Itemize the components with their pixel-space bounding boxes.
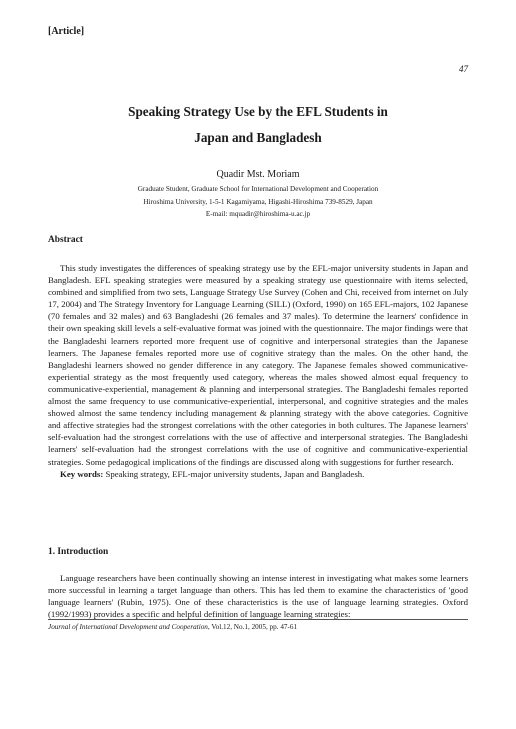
author-affiliation [0, 183, 516, 221]
introduction-heading: 1. Introduction [48, 547, 109, 557]
affiliation-line-2: Hiroshima University, 1-5-1 Kagamiyama, Higashi-Hiroshima 739-8529, Japan [143, 197, 373, 206]
introduction-paragraph: Language researchers have been continually showing an intense interest in investigating what makes some learners more successful in learning a target language than others. This has led them to examine the characteristics of 'good language learners' (Rubin, 1975). One of these characteristics is the use of language learning strategies. Oxford (1992/1993) provides a specific and helpful definition of language learning strategies: [48, 573, 468, 620]
page-number: 47 [459, 64, 468, 74]
citation-details: , Vol.12, No.1, 2005, pp. 47-61 [207, 623, 298, 631]
affiliation-line-1: Graduate Student, Graduate School for International Development and Cooperation [137, 185, 379, 193]
paper-title-line-2: Japan and Bangladesh [194, 130, 322, 145]
keywords-label: Key words: [60, 468, 104, 479]
journal-citation [48, 623, 297, 631]
abstract-heading: Abstract [48, 235, 83, 245]
introduction-body [48, 572, 468, 620]
author-name: Quadir Mst. Moriam [216, 169, 300, 180]
abstract-body [48, 262, 468, 480]
journal-name: Journal of International Development and Cooperation [48, 623, 208, 631]
keywords-text: Speaking strategy, EFL-major university students, Japan and Bangladesh. [105, 468, 365, 479]
article-tag: [Article] [48, 26, 85, 37]
paper-title-line-1: Speaking Strategy Use by the EFL Students in [128, 104, 388, 119]
footer-rule [48, 619, 468, 620]
keywords-line [48, 468, 468, 480]
abstract-paragraph: This study investigates the differences of speaking strategy use by the EFL-major university students in Japan and Bangladesh. EFL speaking strategies were measured by a speaking strategy use questionnaire with items selected, combined and simplified from two sets, Language Strategy Use Survey (Cohen and Chi, received from internet on July 17, 2004) and The Strategy Inventory for Language Learning (SILL) (Oxford, 1990) on 165 EFL-majors, 102 Japanese (70 females and 32 males) and 63 Bangladeshi (26 females and 37 males). To determine the learners' confidence in their own speaking skill levels a self-evaluative format was joined with the questionnaire. The major findings were that the Bangladeshi learners reported more frequent use of cognitive and interpersonal strategies than the Japanese learners. The Japanese females reported more use of cognitive strategy than the males. On the other hand, the Bangladeshi learners showed no gender difference in any category. The Japanese females showed communicative-experiential strategy as the most frequently used category, whereas the males showed almost equal frequency to communicative-experiential, management & planning and interpersonal strategies. The Bangladeshi females reported almost the same frequency to use communicative-experiential, interpersonal, and cognitive strategies and the males showed almost the same tendency including management & planning strategy with the above categories. Cognitive and affective strategies had the strongest correlations with the other categories in both cultures. The Japanese learners' self-evaluation had the strongest correlations with the use of affective and interpersonal strategies. The Bangladeshi learners' self-evaluation had the strongest correlations with the use of cognitive and communicative-experiential strategies. Some pedagogical implications of the findings are discussed along with suggestions for further research. [48, 263, 468, 467]
author-email: E-mail: mquadir@hiroshima-u.ac.jp [205, 210, 311, 218]
